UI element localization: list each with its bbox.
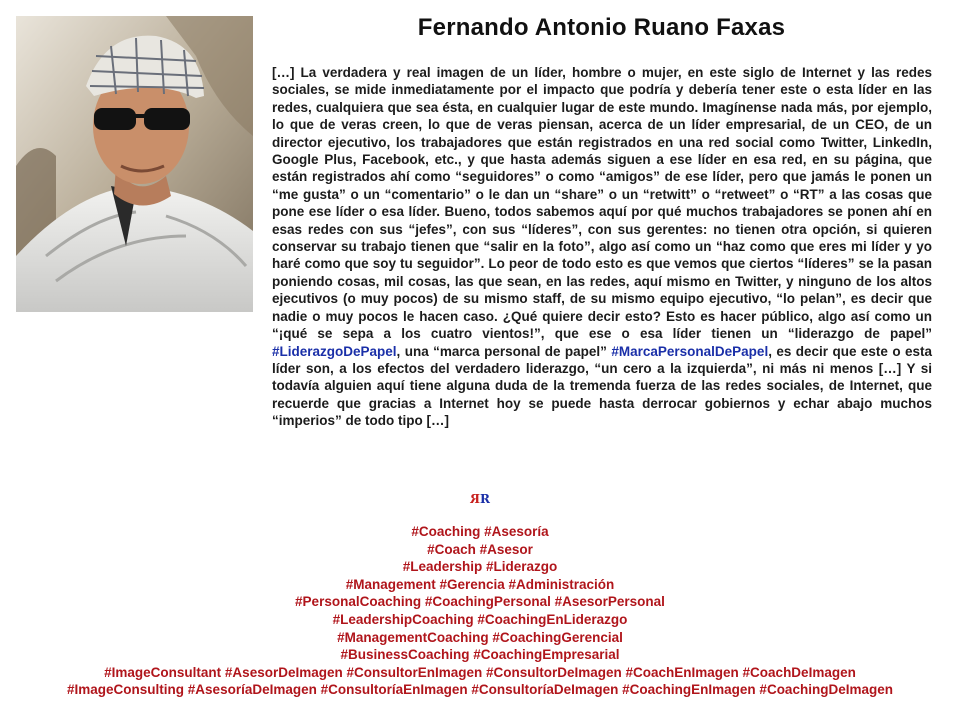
hashtag-line: #ImageConsulting #AsesoríaDeImagen #ConsultoríaEnImagen #ConsultoríaDeImagen #CoachingEnImagen #CoachingDeImagen [67,682,893,698]
hashtag-line: #Leadership #Liderazgo [402,559,558,575]
hashtag-line: #Coach #Asesor [427,541,533,557]
article-text-part-1: […] La verdadera y real imagen de un líder, hombre o mujer, en este siglo de Internet y las redes sociales, se mide inmediatamente por el impacto que podría y debería tener este o esta líder en las redes, cualquiera que sea ésta, en cualquier lugar de este mundo. Imagínense nada más, por ejemplo, lo que de veras creen, lo que de veras piensan, acerca de un líder empresarial, de un CEO, de un director ejecutivo, los trabajadores que están registrados en una red social como Twitter, LinkedIn, Google Plus, Facebook, etc., y que hasta además siguen a ese líder en esa red, en su página, que están registrados ahí como “seguidores” o como “amigos” de ese líder, pero que jamás le ponen un “me gusta” o un “comentario” o le dan un “share” o un “retwitt” o “retweet” o “RT” a las cosas que pone ese líder o esa líder. Bueno, todos sabemos aquí por qué muchos trabajadores se ponen ahí en esas redes con sus “jefes”, con sus “líderes”, con sus gerentes: no tienen otra opción, si quieren conservar su trabajo tienen que “salir en la foto”, algo así como un “haz como que eres mi líder y yo haré como que soy tu seguidor”. Lo peor de todo esto es que vemos que ciertos “líderes” se la pasan poniendo cosas, mil cosas, las que sean, en las redes, aquí mismo en Twitter, y ninguno de los altos ejecutivos (o muy pocos) de su mismo staff, de su mismo equipo ejecutivo, “lo pelan”, es decir que nadie o muy pocos le hacen caso. ¿Qué quiere decir esto? Esto es hacer público, algo así como un “¡qué se sepa a los cuatro vientos!”, que ese o esa líder tienen un “liderazgo de papel” [272,65,932,342]
portrait-illustration [16,16,253,312]
portrait-photo [16,16,253,312]
rr-monogram-logo [0,492,960,506]
article-body [272,64,932,430]
article-text-part-2: , una “marca personal de papel” [396,343,607,359]
page-title: Fernando Antonio Ruano Faxas [417,14,786,41]
hashtag-line: #Management #Gerencia #Administración [345,576,615,592]
article-text-part-3: , es decir que este o esta líder son, a los efectos del verdadero liderazgo, “un cero a la izquierda”, ni más ni menos […] Y si todavía alguien aquí tiene alguna duda de la tremenda fuerza de las redes sociales, de Internet, que recuerde que gracias a Internet hoy se puede hasta derrocar gobiernos y echar abajo muchos “imperios” de todo tipo […] [272,343,932,429]
hashtag-line: #ManagementCoaching #CoachingGerencial [337,629,623,645]
hashtag-line: #LeadershipCoaching #CoachingEnLiderazgo [332,611,628,627]
hashtag-line: #Coaching #Asesoría [411,524,549,539]
monogram-mirrored-r: R [471,492,480,506]
hashtag-line: #ImageConsultant #AsesorDeImagen #ConsultorEnImagen #ConsultorDeImagen #CoachEnImagen #CoachDeImagen [104,664,856,680]
hashtag-line: #BusinessCoaching #CoachingEmpresarial [340,647,620,663]
monogram-r: R [480,492,489,506]
hashtag-line: #PersonalCoaching #CoachingPersonal #AsesorPersonal [295,594,665,610]
hashtag-link-liderazgo-de-papel[interactable]: #LiderazgoDePapel [272,343,397,359]
hashtag-link-marca-personal-de-papel[interactable]: #MarcaPersonalDePapel [611,343,769,359]
hashtag-list [0,523,960,699]
